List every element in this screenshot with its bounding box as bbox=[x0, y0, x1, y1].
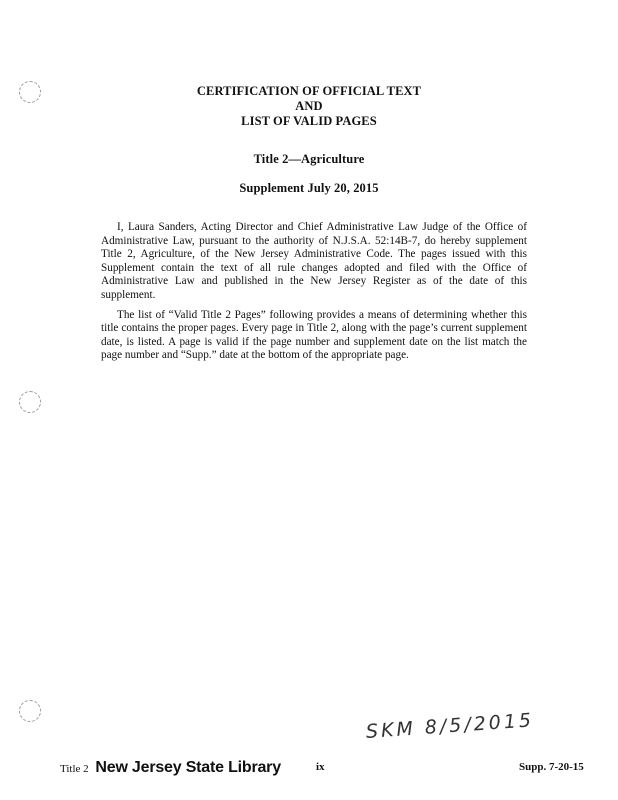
title-heading: Title 2—Agriculture bbox=[253, 152, 365, 166]
heading-line-2: AND bbox=[295, 99, 323, 113]
heading-line-3: LIST OF VALID PAGES bbox=[241, 114, 377, 128]
supplement-heading: Supplement July 20, 2015 bbox=[239, 181, 379, 195]
footer-title-label: Title 2 bbox=[60, 763, 89, 775]
certification-paragraph: I, Laura Sanders, Acting Director and Chief Administrative Law Judge of the Office of Administrative Law, pursuant to the authority of N.J.S.A. 52:14B-7, do hereby supplement Title 2, Agriculture, of the New Jersey Administrative Code. The pages issued with this Supplement contain the text of all rule changes adopted and filed with the Office of Administrative Law and published in the New Jersey Register as of the date of this supplement. bbox=[101, 221, 527, 301]
certification-body bbox=[101, 221, 527, 369]
footer-left bbox=[60, 759, 281, 777]
footer-supp-date: Supp. 7-20-15 bbox=[519, 761, 584, 773]
heading-line-1: CERTIFICATION OF OFFICIAL TEXT bbox=[196, 84, 422, 98]
punch-hole-middle bbox=[19, 391, 41, 413]
library-stamp: New Jersey State Library bbox=[95, 759, 281, 776]
valid-pages-paragraph: The list of “Valid Title 2 Pages” following provides a means of determining whether this title contains the proper pages. Every page in Title 2, along with the page’s current supplement date, is listed. A page is valid if the page number and supplement date on the list match the page number and “Supp.” date at the bottom of the appropriate page. bbox=[101, 308, 527, 362]
handwritten-annotation: SKM 8/5/2015 bbox=[365, 709, 535, 743]
footer-page-number: ix bbox=[316, 761, 325, 773]
certification-heading bbox=[0, 84, 618, 129]
punch-hole-bottom bbox=[19, 700, 41, 722]
